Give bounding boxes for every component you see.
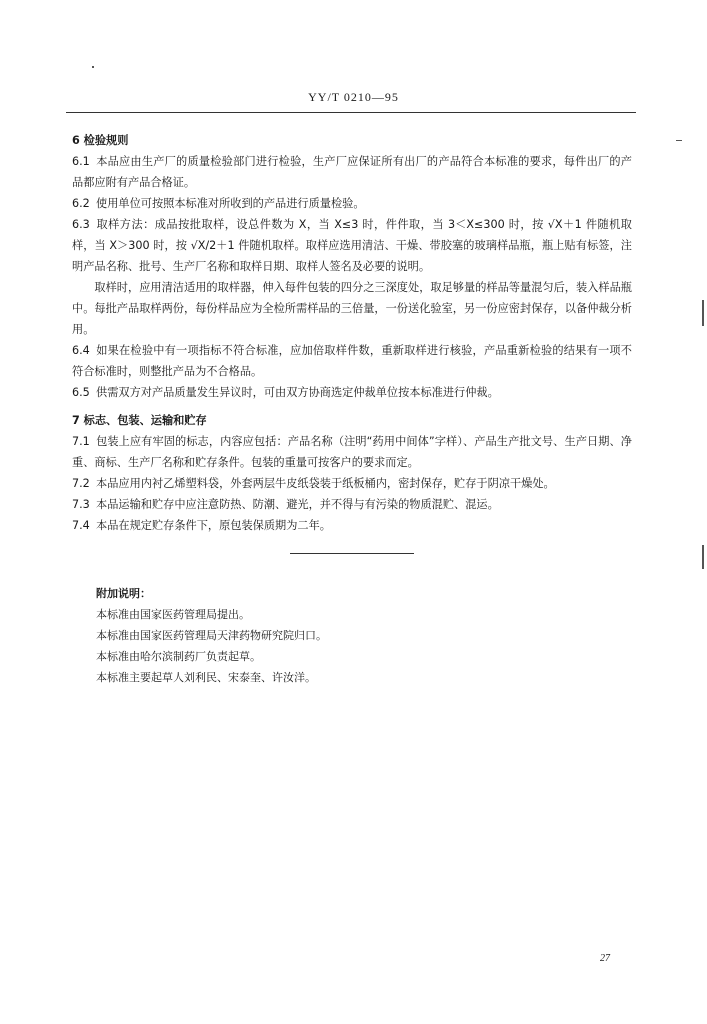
page-number: 27 — [600, 953, 610, 964]
appendix-line: 本标准由国家医药管理局提出。 — [96, 608, 250, 621]
scan-margin-mark — [676, 140, 682, 141]
appendix-title: 附加说明： — [96, 587, 151, 600]
clause-6-1 — [72, 151, 632, 193]
standard-code-header: YY/T 0210—95 — [308, 90, 399, 104]
main-content — [72, 130, 632, 536]
clause-number: 7.1 — [72, 435, 90, 448]
clause-number: 7.3 — [72, 498, 90, 511]
clause-number: 7.2 — [72, 477, 90, 490]
appendix-line: 本标准由国家医药管理局天津药物研究院归口。 — [96, 629, 327, 642]
scan-margin-mark — [702, 300, 704, 326]
scan-margin-mark — [92, 66, 94, 68]
clause-text: 取样方法：成品按批取样，设总件数为 X，当 X≤3 时，件件取，当 3＜X≤300 时，按 √X＋1 件随机取样，当 X＞300 时，按 √X/2＋1 件随机取样。取样应选用清洁、干燥、带胶塞的玻璃样品瓶，瓶上贴有标签，注明产品名称、批号、生产厂名称和取样日期、取样人签名及必要的说明。 — [72, 218, 632, 273]
clause-text: 如果在检验中有一项指标不符合标准，应加倍取样件数，重新取样进行核验，产品重新检验的结果有一项不符合标准时，则整批产品为不合格品。 — [72, 344, 632, 378]
section-7-heading: 7 标志、包装、运输和贮存 — [72, 414, 207, 427]
clause-6-2 — [72, 193, 632, 214]
appendix-notes — [96, 583, 327, 688]
clause-6-4 — [72, 340, 632, 382]
scan-margin-mark — [702, 545, 704, 569]
clause-text: 本品在规定贮存条件下，原包装保质期为二年。 — [96, 519, 331, 532]
clause-6-3-sampling-paragraph — [72, 277, 632, 340]
clause-number: 6.4 — [72, 344, 90, 357]
clause-6-3 — [72, 214, 632, 277]
clause-text: 本品应由生产厂的质量检验部门进行检验，生产厂应保证所有出厂的产品符合本标准的要求，每件出厂的产品都应附有产品合格证。 — [72, 155, 632, 189]
clause-text: 包装上应有牢固的标志，内容应包括：产品名称（注明“药用中间体”字样）、产品生产批文号、生产日期、净重、商标、生产厂名称和贮存条件。包装的重量可按客户的要求而定。 — [72, 435, 632, 469]
clause-7-4 — [72, 515, 632, 536]
clause-7-1 — [72, 431, 632, 473]
clause-6-5 — [72, 382, 632, 403]
clause-number: 6.3 — [72, 218, 90, 231]
section-6-heading: 6 检验规则 — [72, 134, 129, 147]
clause-7-2 — [72, 473, 632, 494]
clause-7-3 — [72, 494, 632, 515]
appendix-line: 本标准由哈尔滨制药厂负责起草。 — [96, 650, 261, 663]
header-rule — [66, 112, 636, 113]
clause-number: 7.4 — [72, 519, 90, 532]
clause-number: 6.1 — [72, 155, 90, 168]
end-of-text-rule — [290, 553, 414, 554]
clause-number: 6.2 — [72, 197, 90, 210]
clause-text: 供需双方对产品质量发生异议时，可由双方协商选定仲裁单位按本标准进行仲裁。 — [96, 386, 499, 399]
appendix-line: 本标准主要起草人刘利民、宋泰奎、许汝洋。 — [96, 671, 316, 684]
clause-text: 使用单位可按照本标准对所收到的产品进行质量检验。 — [96, 197, 365, 210]
clause-text: 本品应用内衬乙烯塑料袋，外套两层牛皮纸袋装于纸板桶内，密封保存，贮存于阴凉干燥处。 — [96, 477, 555, 490]
clause-text: 取样时，应用清洁适用的取样器，伸入每件包装的四分之三深度处，取足够量的样品等量混匀后，装入样品瓶中。每批产品取样两份，每份样品应为全检所需样品的三倍量，一份送化验室，另一份应密封保存，以备仲裁分析用。 — [72, 281, 632, 336]
clause-number: 6.5 — [72, 386, 90, 399]
clause-text: 本品运输和贮存中应注意防热、防潮、避光，并不得与有污染的物质混贮、混运。 — [96, 498, 499, 511]
